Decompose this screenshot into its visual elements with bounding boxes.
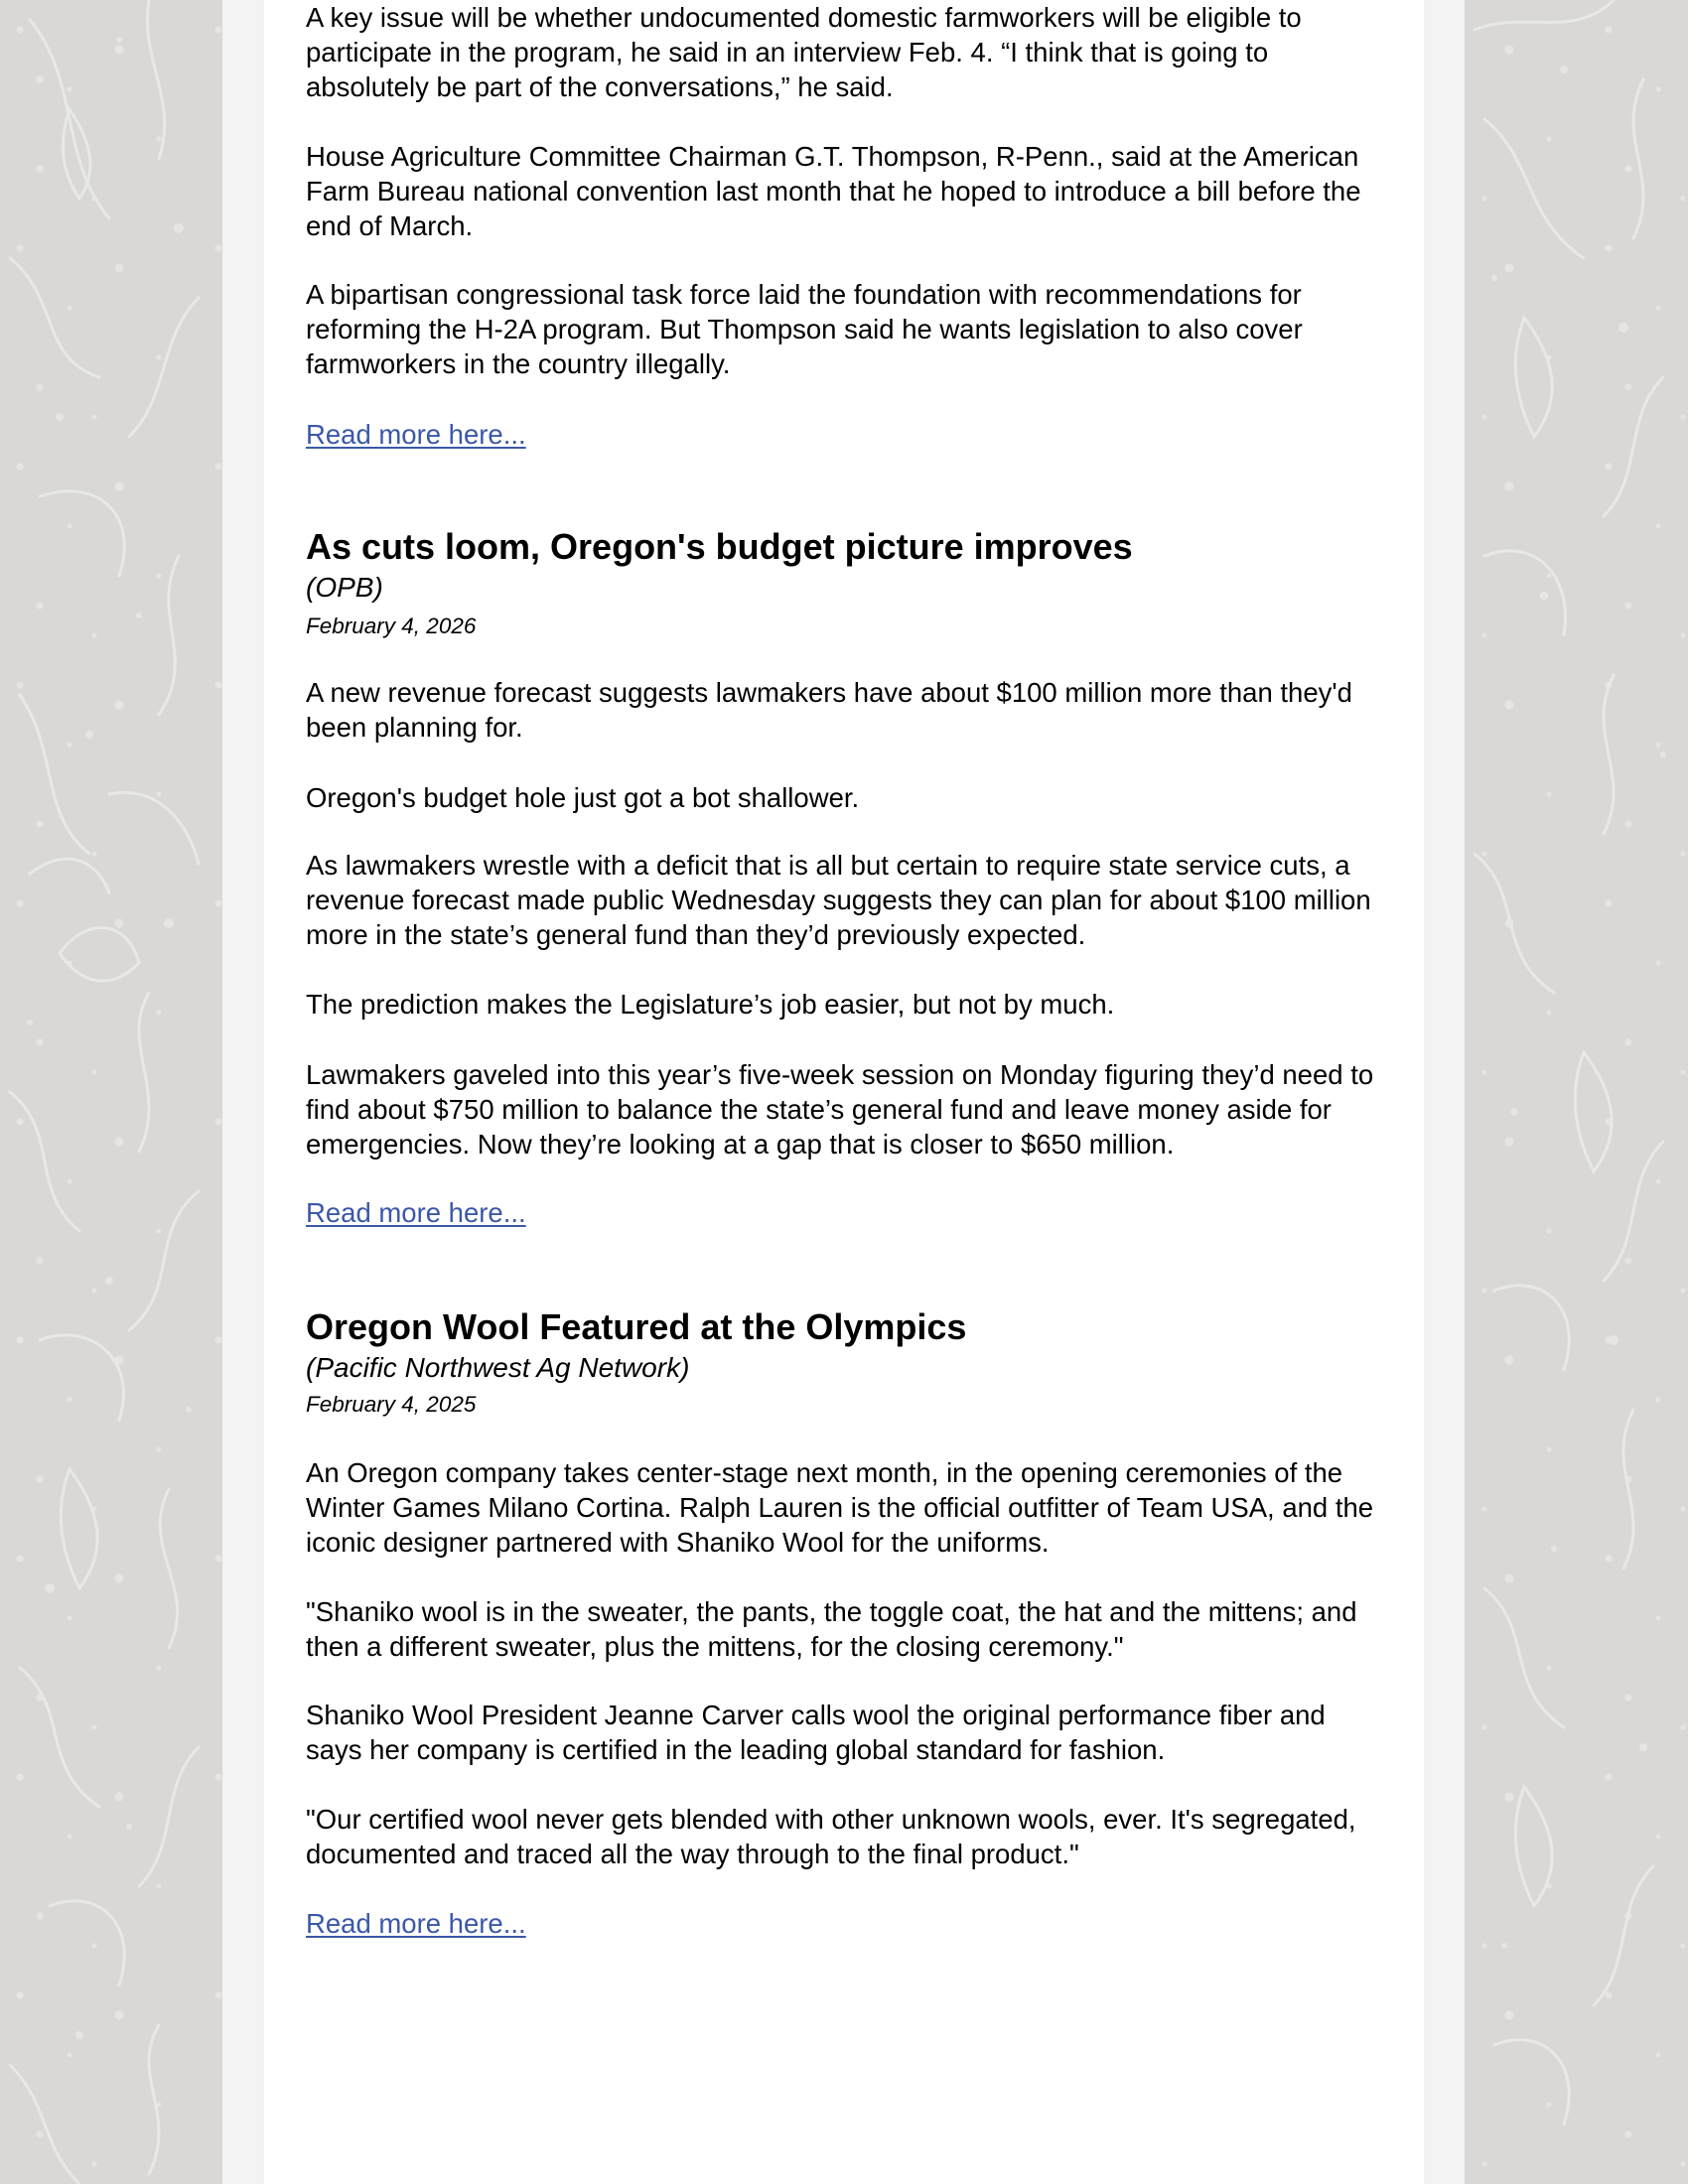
article-paragraph: "Our certified wool never gets blended with other unknown wools, ever. It's segregated, documented and traced all the way through to the final product." <box>306 1804 1356 1869</box>
article-source: (Pacific Northwest Ag Network) <box>306 1352 690 1383</box>
article-source: (OPB) <box>306 572 383 603</box>
article-date: February 4, 2025 <box>306 1392 477 1417</box>
newsletter-page <box>264 0 1424 2184</box>
article-title: As cuts loom, Oregon's budget picture improves <box>306 526 1133 567</box>
article-paragraph: A key issue will be whether undocumented domestic farmworkers will be eligible to participate in the program, he said in an interview Feb. 4. “I think that is going to absolutely be part of the conversations,” he said. <box>306 2 1302 102</box>
article-paragraph: An Oregon company takes center-stage next month, in the opening ceremonies of the Winter Games Milano Cortina. Ralph Lauren is the official outfitter of Team USA, and the iconic designer partnered with Shaniko Wool for the uniforms. <box>306 1457 1374 1558</box>
background-pattern-right <box>1465 0 1688 2184</box>
article-paragraph: Lawmakers gaveled into this year’s five-week session on Monday figuring they’d need to find about $750 million to balance the state’s general fund and leave money aside for emergencies. Now they’re looking at a gap that is closer to $650 million. <box>306 1059 1374 1160</box>
article-paragraph: A new revenue forecast suggests lawmakers have about $100 million more than they'd been planning for. <box>306 677 1352 743</box>
article-date: February 4, 2026 <box>306 614 477 638</box>
read-more-link[interactable]: Read more here... <box>306 1908 526 1939</box>
floral-pattern-icon <box>0 0 222 2184</box>
article-paragraph: "Shaniko wool is in the sweater, the pants, the toggle coat, the hat and the mittens; and then a different sweater, plus the mittens, for the closing ceremony." <box>306 1596 1357 1662</box>
article-title: Oregon Wool Featured at the Olympics <box>306 1306 967 1347</box>
article-paragraph: Oregon's budget hole just got a bot shallower. <box>306 782 860 813</box>
article-paragraph: The prediction makes the Legislature’s job easier, but not by much. <box>306 989 1115 1020</box>
background-pattern-left <box>0 0 222 2184</box>
article-paragraph: A bipartisan congressional task force laid the foundation with recommendations for reforming the H-2A program. But Thompson said he wants legislation to also cover farmworkers in the country illegally. <box>306 279 1303 379</box>
article-paragraph: As lawmakers wrestle with a deficit that is all but certain to require state service cuts, a revenue forecast made public Wednesday suggests they can plan for about $100 million more in the state’s general fund than they’d previously expected. <box>306 850 1371 950</box>
read-more-link[interactable]: Read more here... <box>306 419 526 450</box>
article-paragraph: Shaniko Wool President Jeanne Carver calls wool the original performance fiber and says her company is certified in the leading global standard for fashion. <box>306 1700 1326 1765</box>
floral-pattern-icon <box>1465 0 1688 2184</box>
article-paragraph: House Agriculture Committee Chairman G.T. Thompson, R-Penn., said at the American Farm Bureau national convention last month that he hoped to introduce a bill before the end of March. <box>306 141 1361 241</box>
read-more-link[interactable]: Read more here... <box>306 1197 526 1228</box>
